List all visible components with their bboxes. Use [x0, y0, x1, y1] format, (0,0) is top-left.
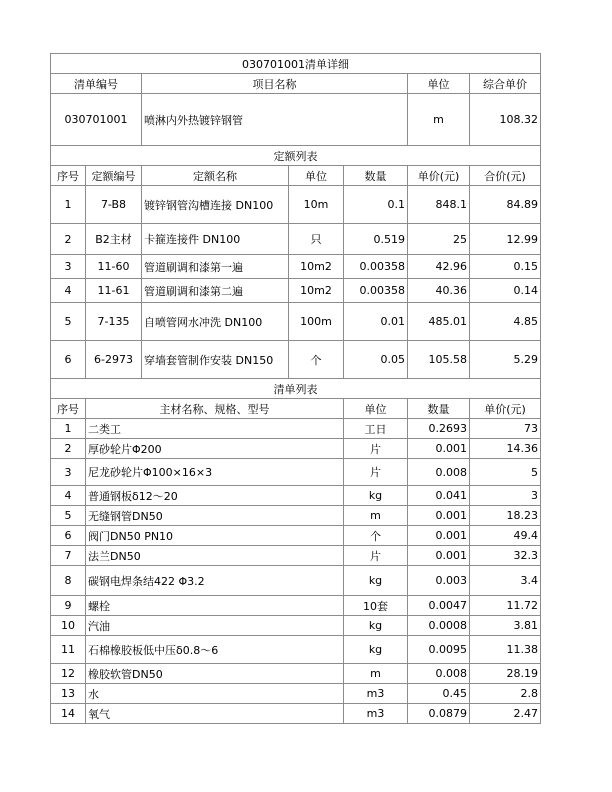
table-row [51, 186, 541, 224]
table-row [51, 684, 541, 704]
table-row [51, 419, 541, 439]
column-header: 单位 [344, 399, 408, 419]
table-cell: 0.05 [344, 341, 408, 379]
table-cell: 无缝钢管DN50 [86, 506, 344, 526]
unit: m [408, 94, 470, 146]
unit-price: 108.32 [470, 94, 541, 146]
table-cell: 14.36 [470, 439, 541, 459]
table-cell: 49.4 [470, 526, 541, 546]
table-cell: 管道刷调和漆第一遍 [142, 255, 289, 279]
table-cell: 0.0047 [408, 596, 470, 616]
table-cell: 3 [470, 486, 541, 506]
table-row [51, 546, 541, 566]
table-cell: 10m2 [289, 279, 344, 303]
table-row [51, 224, 541, 255]
table-cell: 6 [51, 526, 86, 546]
table-cell: kg [344, 486, 408, 506]
table-cell: 4 [51, 486, 86, 506]
table-cell: 0.14 [470, 279, 541, 303]
table-cell: 0.00358 [344, 255, 408, 279]
table-cell: 0.519 [344, 224, 408, 255]
column-header: 单价(元) [408, 166, 470, 186]
table-cell: 卡箍连接件 DN100 [142, 224, 289, 255]
table-cell: 13 [51, 684, 86, 704]
table-cell: 32.3 [470, 546, 541, 566]
table-cell: 4 [51, 279, 86, 303]
column-header: 序号 [51, 166, 86, 186]
table-cell: 0.00358 [344, 279, 408, 303]
table-cell: 0.1 [344, 186, 408, 224]
table-cell: 0.003 [408, 566, 470, 596]
table-cell: 二类工 [86, 419, 344, 439]
quota-section-title: 定额列表 [51, 146, 541, 166]
table-cell: 2.8 [470, 684, 541, 704]
table-cell: 尼龙砂轮片Φ100×16×3 [86, 459, 344, 486]
table-cell: 10 [51, 616, 86, 636]
item-name-label: 项目名称 [142, 74, 408, 94]
table-cell: 0.001 [408, 546, 470, 566]
table-row [51, 255, 541, 279]
table-cell: 11-60 [86, 255, 142, 279]
table-cell: 848.1 [408, 186, 470, 224]
column-header: 合价(元) [470, 166, 541, 186]
table-cell: 只 [289, 224, 344, 255]
table-cell: 0.45 [408, 684, 470, 704]
table-cell: 碳钢电焊条结422 Φ3.2 [86, 566, 344, 596]
table-cell: 0.0008 [408, 616, 470, 636]
column-header: 主材名称、规格、型号 [86, 399, 344, 419]
column-header: 单价(元) [470, 399, 541, 419]
table-row [51, 596, 541, 616]
table-cell: 0.001 [408, 526, 470, 546]
table-row [51, 459, 541, 486]
table-row [51, 279, 541, 303]
column-header: 定额编号 [86, 166, 142, 186]
table-cell: m3 [344, 684, 408, 704]
table-cell: 阀门DN50 PN10 [86, 526, 344, 546]
table-cell: 个 [289, 341, 344, 379]
table-cell: 11-61 [86, 279, 142, 303]
table-cell: m [344, 664, 408, 684]
table-row [51, 616, 541, 636]
table-cell: 片 [344, 459, 408, 486]
table-cell: 管道刷调和漆第二遍 [142, 279, 289, 303]
table-row [51, 341, 541, 379]
table-cell: 1 [51, 186, 86, 224]
table-cell: 9 [51, 596, 86, 616]
column-header: 单位 [289, 166, 344, 186]
table-cell: 橡胶软管DN50 [86, 664, 344, 684]
table-cell: 2.47 [470, 704, 541, 724]
table-cell: 7-135 [86, 303, 142, 341]
table-cell: 28.19 [470, 664, 541, 684]
table-cell: 7 [51, 546, 86, 566]
table-cell: 汽油 [86, 616, 344, 636]
table-row [51, 439, 541, 459]
table-cell: 0.008 [408, 664, 470, 684]
table-cell: 11 [51, 636, 86, 664]
table-cell: 6-2973 [86, 341, 142, 379]
table-cell: 105.58 [408, 341, 470, 379]
table-row [51, 506, 541, 526]
table-header-row [51, 399, 541, 419]
table-cell: 石棉橡胶板低中压δ0.8～6 [86, 636, 344, 664]
table-cell: m [344, 506, 408, 526]
table-row [51, 566, 541, 596]
table-cell: 工日 [344, 419, 408, 439]
table-cell: 12 [51, 664, 86, 684]
table-cell: 14 [51, 704, 86, 724]
table-cell: 8 [51, 566, 86, 596]
table-cell: 6 [51, 341, 86, 379]
table-cell: 0.001 [408, 506, 470, 526]
column-header: 数量 [344, 166, 408, 186]
table-cell: 3 [51, 255, 86, 279]
table-row [51, 636, 541, 664]
table-cell: kg [344, 636, 408, 664]
section-title-row [51, 146, 541, 166]
table-cell: 氧气 [86, 704, 344, 724]
column-header: 序号 [51, 399, 86, 419]
table-cell: B2主材 [86, 224, 142, 255]
table-header-row [51, 166, 541, 186]
table-row [51, 664, 541, 684]
table-cell: 100m [289, 303, 344, 341]
bill-detail-table [50, 53, 541, 724]
table-cell: 1 [51, 419, 86, 439]
table-cell: 0.15 [470, 255, 541, 279]
table-cell: m3 [344, 704, 408, 724]
table-cell: 0.0095 [408, 636, 470, 664]
section-title-row [51, 379, 541, 399]
table-cell: 5.29 [470, 341, 541, 379]
materials-section-title: 清单列表 [51, 379, 541, 399]
table-cell: 厚砂轮片Φ200 [86, 439, 344, 459]
table-row [51, 486, 541, 506]
table-cell: 法兰DN50 [86, 546, 344, 566]
table-cell: 自喷管网水冲洗 DN100 [142, 303, 289, 341]
table-cell: 42.96 [408, 255, 470, 279]
table-cell: 螺栓 [86, 596, 344, 616]
bill-code-label: 清单编号 [51, 74, 142, 94]
table-cell: kg [344, 616, 408, 636]
table-row [51, 526, 541, 546]
table-cell: 2 [51, 439, 86, 459]
table-cell: 11.38 [470, 636, 541, 664]
table-cell: 12.99 [470, 224, 541, 255]
table-cell: 3.4 [470, 566, 541, 596]
table-cell: 10m2 [289, 255, 344, 279]
unit-label: 单位 [408, 74, 470, 94]
table-row [51, 704, 541, 724]
table-cell: 普通钢板δ12～20 [86, 486, 344, 506]
table-cell: 485.01 [408, 303, 470, 341]
table-cell: 5 [470, 459, 541, 486]
table-cell: 片 [344, 546, 408, 566]
table-cell: 水 [86, 684, 344, 704]
table-cell: 25 [408, 224, 470, 255]
table-cell: 镀锌钢管沟槽连接 DN100 [142, 186, 289, 224]
table-cell: 0.008 [408, 459, 470, 486]
table-cell: 11.72 [470, 596, 541, 616]
bill-code: 030701001 [51, 94, 142, 146]
table-cell: 穿墙套管制作安装 DN150 [142, 341, 289, 379]
table-cell: 0.2693 [408, 419, 470, 439]
table-cell: 个 [344, 526, 408, 546]
table-cell: 5 [51, 303, 86, 341]
table-cell: 0.01 [344, 303, 408, 341]
item-name: 喷淋内外热镀锌钢管 [142, 94, 408, 146]
column-header: 定额名称 [142, 166, 289, 186]
table-cell: 0.001 [408, 439, 470, 459]
table-cell: 7-B8 [86, 186, 142, 224]
page-title: 030701001清单详细 [51, 54, 541, 74]
table-cell: 10套 [344, 596, 408, 616]
table-cell: 3 [51, 459, 86, 486]
table-cell: 4.85 [470, 303, 541, 341]
unit-price-label: 综合单价 [470, 74, 541, 94]
table-cell: kg [344, 566, 408, 596]
table-cell: 73 [470, 419, 541, 439]
table-cell: 片 [344, 439, 408, 459]
table-cell: 40.36 [408, 279, 470, 303]
table-cell: 10m [289, 186, 344, 224]
column-header: 数量 [408, 399, 470, 419]
table-cell: 0.0879 [408, 704, 470, 724]
table-row [51, 303, 541, 341]
table-cell: 84.89 [470, 186, 541, 224]
table-cell: 3.81 [470, 616, 541, 636]
table-cell: 2 [51, 224, 86, 255]
table-cell: 0.041 [408, 486, 470, 506]
table-cell: 18.23 [470, 506, 541, 526]
table-cell: 5 [51, 506, 86, 526]
